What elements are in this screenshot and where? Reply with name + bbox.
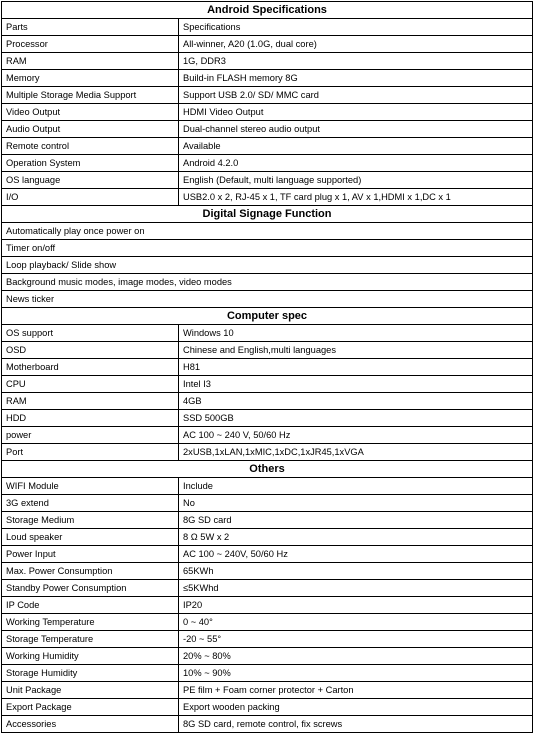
table-row — [2, 495, 533, 512]
spec-label-cell: IP Code — [2, 597, 179, 614]
spec-value-cell: USB2.0 x 2, RJ-45 x 1, TF card plug x 1, AV x 1,HDMI x 1,DC x 1 — [179, 189, 533, 206]
table-row — [2, 376, 533, 393]
table-row — [2, 257, 533, 274]
spec-value-cell: Dual-channel stereo audio output — [179, 121, 533, 138]
spec-label-cell: Audio Output — [2, 121, 179, 138]
spec-label-cell: Storage Medium — [2, 512, 179, 529]
table-row — [2, 36, 533, 53]
spec-table — [1, 1, 533, 733]
spec-label-cell: WIFI Module — [2, 478, 179, 495]
spec-value-cell: HDMI Video Output — [179, 104, 533, 121]
spec-value-cell: PE film + Foam corner protector + Carton — [179, 682, 533, 699]
section-title: Computer spec — [2, 308, 533, 325]
spec-label-cell: Storage Humidity — [2, 665, 179, 682]
section-header-row — [2, 206, 533, 223]
spec-value-cell: 65KWh — [179, 563, 533, 580]
spec-label-cell: Parts — [2, 19, 179, 36]
table-row — [2, 138, 533, 155]
spec-label-cell: 3G extend — [2, 495, 179, 512]
table-row — [2, 240, 533, 257]
spec-value-cell: 8G SD card — [179, 512, 533, 529]
section-header-row — [2, 461, 533, 478]
spec-value-cell: Intel I3 — [179, 376, 533, 393]
spec-label-cell: RAM — [2, 53, 179, 70]
spec-label-cell: power — [2, 427, 179, 444]
table-row — [2, 665, 533, 682]
spec-label-cell: OSD — [2, 342, 179, 359]
spec-label-cell: Video Output — [2, 104, 179, 121]
spec-value-cell: 4GB — [179, 393, 533, 410]
table-row — [2, 325, 533, 342]
spec-label-cell: Max. Power Consumption — [2, 563, 179, 580]
table-row — [2, 87, 533, 104]
spec-value-cell: SSD 500GB — [179, 410, 533, 427]
spec-value-cell: Available — [179, 138, 533, 155]
spec-label-cell: Storage Temperature — [2, 631, 179, 648]
table-row — [2, 155, 533, 172]
spec-label-cell: Operation System — [2, 155, 179, 172]
section-title: Others — [2, 461, 533, 478]
table-row — [2, 393, 533, 410]
spec-label-cell: Port — [2, 444, 179, 461]
spec-label-cell: Standby Power Consumption — [2, 580, 179, 597]
table-row — [2, 223, 533, 240]
table-row — [2, 614, 533, 631]
table-row — [2, 563, 533, 580]
spec-value-cell: 2xUSB,1xLAN,1xMIC,1xDC,1xJR45,1xVGA — [179, 444, 533, 461]
table-row — [2, 274, 533, 291]
feature-cell: News ticker — [2, 291, 533, 308]
spec-value-cell: AC 100 ~ 240V, 50/60 Hz — [179, 546, 533, 563]
section-header-row — [2, 2, 533, 19]
section-header-row — [2, 308, 533, 325]
table-row — [2, 597, 533, 614]
section-title: Android Specifications — [2, 2, 533, 19]
table-row — [2, 189, 533, 206]
spec-value-cell: Build-in FLASH memory 8G — [179, 70, 533, 87]
spec-value-cell: 10% ~ 90% — [179, 665, 533, 682]
table-row — [2, 631, 533, 648]
section-title: Digital Signage Function — [2, 206, 533, 223]
table-row — [2, 19, 533, 36]
spec-label-cell: Processor — [2, 36, 179, 53]
spec-value-cell: Export wooden packing — [179, 699, 533, 716]
spec-label-cell: Working Temperature — [2, 614, 179, 631]
spec-value-cell: No — [179, 495, 533, 512]
table-row — [2, 291, 533, 308]
spec-value-cell: Specifications — [179, 19, 533, 36]
spec-value-cell: Chinese and English,multi languages — [179, 342, 533, 359]
spec-label-cell: CPU — [2, 376, 179, 393]
spec-label-cell: RAM — [2, 393, 179, 410]
spec-value-cell: Windows 10 — [179, 325, 533, 342]
spec-value-cell: English (Default, multi language supported) — [179, 172, 533, 189]
spec-value-cell: H81 — [179, 359, 533, 376]
table-row — [2, 682, 533, 699]
feature-cell: Loop playback/ Slide show — [2, 257, 533, 274]
spec-label-cell: Loud speaker — [2, 529, 179, 546]
table-row — [2, 427, 533, 444]
spec-label-cell: OS support — [2, 325, 179, 342]
table-row — [2, 359, 533, 376]
spec-label-cell: Export Package — [2, 699, 179, 716]
spec-value-cell: -20 ~ 55° — [179, 631, 533, 648]
table-row — [2, 410, 533, 427]
table-row — [2, 172, 533, 189]
table-row — [2, 546, 533, 563]
table-row — [2, 478, 533, 495]
spec-value-cell: 8G SD card, remote control, fix screws — [179, 716, 533, 733]
feature-cell: Background music modes, image modes, video modes — [2, 274, 533, 291]
spec-label-cell: HDD — [2, 410, 179, 427]
spec-value-cell: Include — [179, 478, 533, 495]
table-row — [2, 444, 533, 461]
spec-label-cell: Working Humidity — [2, 648, 179, 665]
table-row — [2, 648, 533, 665]
spec-value-cell: IP20 — [179, 597, 533, 614]
table-row — [2, 699, 533, 716]
spec-label-cell: Power Input — [2, 546, 179, 563]
table-row — [2, 104, 533, 121]
spec-value-cell: 1G, DDR3 — [179, 53, 533, 70]
table-row — [2, 580, 533, 597]
spec-value-cell: Support USB 2.0/ SD/ MMC card — [179, 87, 533, 104]
spec-value-cell: 0 ~ 40° — [179, 614, 533, 631]
spec-sheet — [1, 1, 532, 733]
table-row — [2, 529, 533, 546]
table-row — [2, 512, 533, 529]
spec-value-cell: ≤5KWhd — [179, 580, 533, 597]
spec-label-cell: Remote control — [2, 138, 179, 155]
spec-value-cell: AC 100 ~ 240 V, 50/60 Hz — [179, 427, 533, 444]
spec-value-cell: 20% ~ 80% — [179, 648, 533, 665]
table-row — [2, 53, 533, 70]
spec-value-cell: Android 4.2.0 — [179, 155, 533, 172]
table-row — [2, 716, 533, 733]
spec-label-cell: Motherboard — [2, 359, 179, 376]
spec-label-cell: OS language — [2, 172, 179, 189]
feature-cell: Timer on/off — [2, 240, 533, 257]
table-row — [2, 70, 533, 87]
spec-value-cell: All-winner, A20 (1.0G, dual core) — [179, 36, 533, 53]
spec-label-cell: Multiple Storage Media Support — [2, 87, 179, 104]
spec-label-cell: Unit Package — [2, 682, 179, 699]
feature-cell: Automatically play once power on — [2, 223, 533, 240]
table-row — [2, 121, 533, 138]
spec-value-cell: 8 Ω 5W x 2 — [179, 529, 533, 546]
spec-label-cell: Accessories — [2, 716, 179, 733]
spec-label-cell: Memory — [2, 70, 179, 87]
spec-label-cell: I/O — [2, 189, 179, 206]
table-row — [2, 342, 533, 359]
spec-table-body — [2, 2, 533, 733]
